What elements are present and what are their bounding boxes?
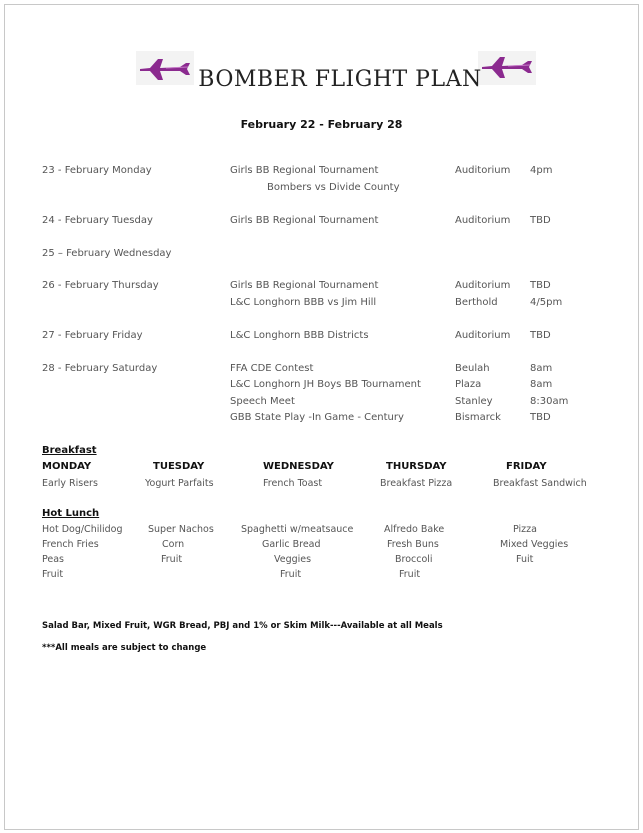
schedule-event: Girls BB Regional Tournament bbox=[230, 280, 379, 291]
airplane-icon-left bbox=[136, 51, 194, 85]
lunch-item: French Fries bbox=[42, 539, 99, 550]
breakfast-day: THURSDAY bbox=[386, 461, 447, 472]
schedule-day: 28 - February Saturday bbox=[42, 363, 158, 374]
breakfast-day: FRIDAY bbox=[506, 461, 547, 472]
schedule-location: Auditorium bbox=[455, 280, 511, 291]
schedule-location: Bismarck bbox=[455, 412, 501, 423]
schedule-time: 8am bbox=[530, 379, 553, 390]
lunch-item: Hot Dog/Chilidog bbox=[42, 524, 123, 535]
lunch-item: Super Nachos bbox=[148, 524, 214, 535]
lunch-item: Corn bbox=[162, 539, 185, 550]
schedule-day: 24 - February Tuesday bbox=[42, 215, 153, 226]
schedule-time: TBD bbox=[530, 330, 551, 341]
schedule-day: 23 - February Monday bbox=[42, 165, 152, 176]
breakfast-day: TUESDAY bbox=[153, 461, 205, 472]
lunch-item: Peas bbox=[42, 554, 65, 565]
breakfast-item: Breakfast Sandwich bbox=[493, 478, 587, 489]
lunch-item: Fruit bbox=[161, 554, 183, 565]
schedule-event: L&C Longhorn BBB Districts bbox=[230, 330, 369, 341]
schedule-location: Auditorium bbox=[455, 165, 511, 176]
breakfast-heading: Breakfast bbox=[42, 445, 97, 456]
lunch-item: Mixed Veggies bbox=[500, 539, 569, 550]
breakfast-item: Yogurt Parfaits bbox=[145, 478, 214, 489]
lunch-heading: Hot Lunch bbox=[42, 508, 100, 519]
schedule-location: Auditorium bbox=[455, 215, 511, 226]
lunch-item: Veggies bbox=[274, 554, 312, 565]
airplane-icon bbox=[478, 51, 536, 85]
page-title: BOMBER FLIGHT PLAN bbox=[198, 67, 482, 92]
breakfast-day: WEDNESDAY bbox=[263, 461, 334, 472]
schedule-day: 26 - February Thursday bbox=[42, 280, 159, 291]
schedule-event: Speech Meet bbox=[230, 396, 295, 407]
lunch-item: Alfredo Bake bbox=[384, 524, 445, 535]
lunch-item: Fruit bbox=[42, 569, 64, 580]
schedule-time: 4/5pm bbox=[530, 297, 563, 308]
schedule-time: TBD bbox=[530, 215, 551, 226]
disclaimer-note: ***All meals are subject to change bbox=[42, 643, 207, 653]
lunch-item: Pizza bbox=[513, 524, 537, 535]
schedule-day: 25 – February Wednesday bbox=[42, 248, 172, 259]
breakfast-item: Early Risers bbox=[42, 478, 98, 489]
lunch-item: Broccoli bbox=[395, 554, 433, 565]
lunch-item: Spaghetti w/meatsauce bbox=[241, 524, 354, 535]
airplane-icon bbox=[136, 51, 194, 85]
schedule-event: L&C Longhorn JH Boys BB Tournament bbox=[230, 379, 421, 390]
lunch-item: Garlic Bread bbox=[262, 539, 321, 550]
schedule-location: Beulah bbox=[455, 363, 490, 374]
schedule-time: TBD bbox=[530, 280, 551, 291]
breakfast-item: Breakfast Pizza bbox=[380, 478, 453, 489]
lunch-item: Fresh Buns bbox=[387, 539, 439, 550]
schedule-time: TBD bbox=[530, 412, 551, 423]
schedule-location: Berthold bbox=[455, 297, 498, 308]
schedule-time: 8:30am bbox=[530, 396, 569, 407]
schedule-event: FFA CDE Contest bbox=[230, 363, 314, 374]
schedule-location: Plaza bbox=[455, 379, 482, 390]
schedule-event: Girls BB Regional Tournament bbox=[230, 215, 379, 226]
schedule-event: Bombers vs Divide County bbox=[267, 182, 400, 193]
breakfast-day: MONDAY bbox=[42, 461, 92, 472]
breakfast-item: French Toast bbox=[263, 478, 323, 489]
schedule-event: L&C Longhorn BBB vs Jim Hill bbox=[230, 297, 377, 308]
schedule-day: 27 - February Friday bbox=[42, 330, 143, 341]
date-range: February 22 - February 28 bbox=[240, 118, 403, 131]
schedule-event: Girls BB Regional Tournament bbox=[230, 165, 379, 176]
schedule-time: 4pm bbox=[530, 165, 553, 176]
lunch-item: Fuit bbox=[516, 554, 534, 565]
document-page bbox=[4, 4, 639, 830]
availability-note: Salad Bar, Mixed Fruit, WGR Bread, PBJ and 1% or Skim Milk---Available at all Meals bbox=[42, 621, 443, 631]
lunch-item: Fruit bbox=[399, 569, 421, 580]
airplane-icon-right bbox=[478, 51, 536, 85]
schedule-event: GBB State Play -In Game - Century bbox=[230, 412, 404, 423]
schedule-time: 8am bbox=[530, 363, 553, 374]
schedule-location: Auditorium bbox=[455, 330, 511, 341]
schedule-location: Stanley bbox=[455, 396, 493, 407]
lunch-item: Fruit bbox=[280, 569, 302, 580]
